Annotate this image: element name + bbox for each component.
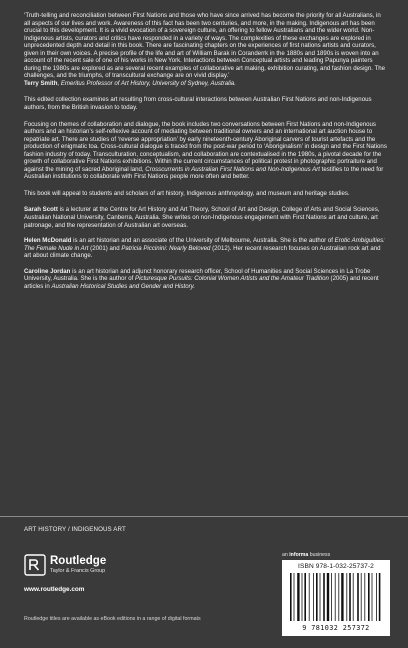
bio-text: (2005) and recent articles in	[24, 275, 379, 290]
isbn-digits: 9 781032 257372	[302, 624, 370, 632]
informa-business-label	[282, 552, 330, 558]
bio-text: (2001) and	[90, 244, 120, 252]
bio-book-title: Patricia Piccinini: Nearly Beloved	[121, 244, 211, 252]
footer-divider	[0, 516, 408, 517]
publisher-url: www.routledge.com	[24, 586, 85, 593]
isbn-label: ISBN 978-1-032-25737-2	[298, 563, 374, 570]
publisher-name: Routledge	[50, 555, 107, 567]
book-title-italic: Crosscurrents in Australian First Nations and Non-Indigenous Art	[145, 165, 320, 173]
bio-text: is an art historian and adjunct honorary research officer, School of Humanities and Social Sciences in La Trobe University, Australia. She is the author of	[24, 267, 371, 283]
quote-author: Terry Smith	[24, 79, 58, 87]
publisher-group: Taylor & Francis Group	[50, 568, 106, 574]
bio-name: Caroline Jordan	[24, 267, 71, 275]
informa-name: informa	[289, 552, 309, 558]
informa-suffix: business	[309, 552, 331, 558]
barcode-icon	[288, 573, 384, 623]
subject-category: ART HISTORY / INDIGENOUS ART	[24, 526, 126, 533]
description-paragraph-2	[24, 121, 388, 181]
bio-name: Helen McDonald	[24, 237, 72, 245]
paragraph-2-text-a: Focusing on themes of collaboration and dialogue, the book includes two conversations between First Nations and non-Indigenous authors and an historian’s self-reflexive account of mediating between traditional owners and an international art auction house to repatriate art. There are studies of ‘reverse appropriation’ by early nineteenth-century Aboriginal carvers of tourist artefacts and the production of enigmatic toa. Cross-cultural dialogue is traced from the post-war period to ‘Aboriginalism’ in design and the First Nations fashion industry of today. Transculturation, conceptualism, and collaboration are contextualised in the 1980s, a pivotal decade for the growth of collaborative First Nations exhibitions. Within the current circumstances of political protest in photographic portraiture and against the mining of sacred Aboriginal land,	[24, 120, 387, 173]
ebook-note: Routledge titles are available as eBook editions in a range of digital formats	[24, 616, 201, 622]
bio-book-title: Erotic Ambiguities: The Female Nude in Art	[24, 237, 385, 252]
description-paragraph-1: This edited collection examines art resulting from cross-cultural interactions between Australian First Nations and non-Indigenous authors, from the British invasion to today.	[24, 96, 372, 112]
informa-prefix: an	[282, 552, 288, 558]
quote-text: ‘Truth-telling and reconciliation between First Nations and those who have since arrived has become the priority for all Australians, in all aspects of our lives and work. Awareness of this fact has been two centuries, and more, in the making. Indigenous art has been crucial to this development. It is a vivid evocation of a sovereign culture, an offering to fellow Australians and the wider world. Non-Indigenous artists, curators and critics have responded in a variety of ways. The complexities of these exchanges are explored in unprecedented depth and detail in this book. There are fascinating chapters on the experiences of first nations artists and curators, given in their own voices. A precise profile of the life and art of William Barak in Coranderrk in the 1880s and 1890s is woven into an account of the recent sale of one of his works in New York. Interactions between Conceptual artists and leading Papunya painters during the 1980s are explored as are several recent examples of collaborative art making, exhibition curating, and fashion design. The challenges, and the triumphs, of transcultural exchange are on vivid display.’	[24, 12, 385, 80]
bio-text: is a lecturer at the Centre for Art History and Art Theory, School of Art and Design, College of Arts and Social Sciences, Australian National University, Canberra, Australia. She writes on non-Indigenous engagement with First Nations art and culture, art patronage, and the representation of Australian art overseas.	[24, 206, 380, 229]
bio-book-title: Picturesque Pursuits: Colonial Women Artists and the Amateur Tradition	[135, 275, 329, 283]
back-cover-text	[24, 12, 388, 298]
description-paragraph-3: This book will appeal to students and scholars of art history, Indigenous anthropology, and museum and heritage studies.	[24, 189, 350, 197]
bio-helen-mcdonald	[24, 237, 388, 260]
bio-sarah-scott	[24, 206, 388, 229]
bio-text: is an art historian and an associate of the University of Melbourne, Australia. She is the author of	[73, 237, 333, 245]
bio-caroline-jordan	[24, 268, 388, 291]
routledge-logo-icon	[24, 554, 46, 576]
bio-text: (2012). Her recent research focuses on Australian rock art and art about climate change.	[24, 244, 381, 260]
bio-journal-title: Australian Historical Studies and Gender and History.	[51, 282, 195, 290]
bio-name: Sarah Scott	[24, 206, 58, 214]
paragraph-2-text-b: testifies to the need for Australian institutions to collaborate with First Nations people more often and better.	[24, 165, 384, 181]
quote-author-title: Emeritus Professor of Art History, University of Sydney, Australia.	[60, 79, 236, 87]
endorsement-quote: ‘Truth-telling and reconciliation between First Nations and those who have since arrived has become the priority for all Australians, in all aspects of our lives and work. Awareness of this fact has been two centuries, and more, in the making. Indigenous art has been crucial to this development. It is a vivid evocation of a sovereign culture, an offering to fellow Australians and the wider world. Non-Indigenous artists, curators and critics have responded in a variety of ways. The complexities of these exchanges are explored in unprecedented depth and detail in this book. There are fascinating chapters on the experiences of first nations artists and curators, given in their own voices. A precise profile of the life and art of William Barak in Coranderrk in the 1880s and 1890s is woven into an account of the recent sale of one of his works in New York. Interactions between Conceptual artists and leading Papunya painters during the 1980s are explored as are several recent examples of collaborative art making, exhibition curating, and fashion design. The challenges, and the triumphs, of transcultural exchange are on vivid display.’ Terry Smith, Emeritus Professor of Art History, University of Sydney, Australia.	[24, 12, 385, 87]
author-bios	[24, 206, 388, 290]
barcode-panel	[282, 560, 390, 636]
